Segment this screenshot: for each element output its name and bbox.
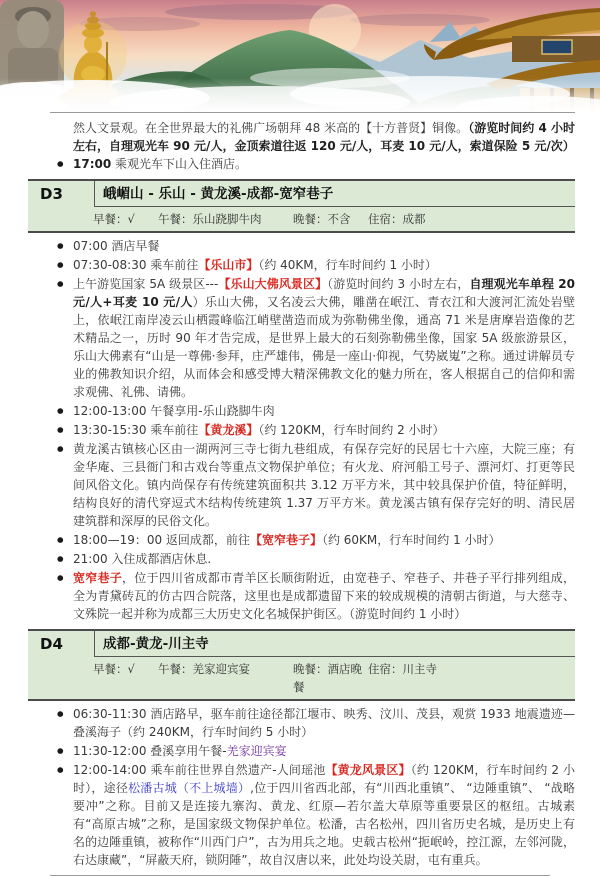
bullet-icon: ● (57, 241, 64, 250)
itinerary-item-text (73, 550, 575, 568)
itinerary-item (28, 440, 575, 530)
itinerary-item-text (73, 256, 575, 274)
bullet-icon: ● (57, 554, 64, 563)
meal-stay: 住宿：成都 (368, 212, 426, 226)
day-itinerary-list-d4 (28, 705, 575, 869)
mist-fade (0, 78, 600, 112)
text-segment: 乘观光车下山入住酒店。 (111, 157, 248, 171)
bullet-icon: ● (57, 573, 64, 582)
meal-lunch: 午餐：羌家迎宾宴 (158, 662, 250, 676)
text-segment: 11:30-12:00 叠溪享用午餐- (73, 744, 227, 758)
header-banner (0, 0, 600, 112)
itinerary-item-text (73, 569, 575, 623)
itinerary-item-text (73, 531, 575, 549)
itinerary-item (28, 742, 575, 760)
itinerary-item-text (73, 705, 575, 741)
itinerary-item (28, 569, 575, 623)
bullet-icon: ● (57, 425, 64, 434)
meal-lunch: 午餐：乐山跷脚牛肉 (158, 212, 262, 226)
text-segment: 上午游览国家 5A 级景区--- (73, 277, 219, 291)
text-segment: 【乐山市】 (198, 258, 259, 272)
day-title-row (28, 181, 575, 207)
text-segment: 17:00 (73, 157, 112, 171)
day-meals-row (28, 657, 575, 699)
bullet-icon: ● (57, 406, 64, 415)
itinerary-item-text (73, 761, 575, 869)
itinerary-item-text (73, 421, 575, 439)
itinerary-item-text (73, 275, 575, 401)
day-header-box-d3 (28, 179, 575, 233)
day-number: D4 (40, 635, 63, 653)
itinerary-item-text (73, 155, 575, 173)
day-itinerary-list-d3 (28, 237, 575, 623)
itinerary-item (28, 705, 575, 741)
text-segment: 12:00-13:00 午餐享用-乐山跷脚牛肉 (73, 404, 275, 418)
itinerary-content (0, 113, 600, 876)
text-segment: 宽窄巷子 (73, 571, 122, 585)
intro-paragraph (73, 119, 575, 155)
cloud-streak (350, 14, 490, 26)
meal-breakfast: 早餐：√ (93, 212, 135, 226)
bullet-icon: ● (57, 535, 64, 544)
day-title-row (28, 631, 575, 657)
itinerary-item (28, 421, 575, 439)
meal-dinner: 晚餐：不含 (293, 212, 351, 226)
text-segment: （约 120KM，行车时间约 2 小时），途径 (73, 763, 575, 795)
text-segment: 21:00 入住成都酒店休息. (73, 552, 212, 566)
text-segment: 12:00-14:00 乘车前往世界自然遗产-人间瑶池 (73, 763, 326, 777)
bullet-icon: ● (57, 279, 64, 288)
bullet-icon: ● (57, 159, 64, 168)
day-header-box-d4 (28, 629, 575, 701)
text-segment: 黄龙溪古镇核心区由一湖两河三寺七街九巷组成，有保存完好的民居七十六座，大院三座；有金华庵、三县衙门和古戏台等重点文物保护单位；有火龙、府河船工号子、漂河灯、打更等民间风俗文化。镇内尚保存有传统建筑面积共 3.12 万平方米，其中较具保护价值，特征鲜明，结构良好的清代穿逗式木结构传统建筑 1.37 万平方米。黄龙溪古镇有保存完好的明、清民居建筑群和深厚的民俗文化。 (73, 442, 575, 528)
text-segment: 【宽窄巷子】 (249, 533, 322, 547)
bullet-icon: ● (57, 746, 64, 755)
text-segment: 07:30-08:30 乘车前往 (73, 258, 199, 272)
text-segment: 【黄龙溪】 (198, 423, 259, 437)
text-segment: （约 120KM，行车时间约 2 小时） (258, 423, 445, 437)
text-segment: 18:00—19：00 返回成都，前往 (73, 533, 250, 547)
text-segment: 【乐山大佛风景区】 (218, 277, 328, 291)
day-title: 成都-黄龙-川主寺 (94, 631, 575, 657)
itinerary-item-text (73, 440, 575, 530)
bullet-icon: ● (57, 260, 64, 269)
bullet-icon: ● (57, 444, 64, 453)
meal-stay: 住宿：川主寺 (368, 662, 437, 676)
itinerary-item-text (73, 742, 575, 760)
itinerary-item (28, 402, 575, 420)
text-segment: 07:00 酒店早餐 (73, 239, 160, 253)
itinerary-item (28, 237, 575, 255)
day-number: D3 (40, 185, 63, 203)
text-segment: 羌家迎宾宴 (226, 744, 287, 758)
text-segment: （游览时间约 3 小时左右， (327, 277, 470, 291)
itinerary-item (28, 155, 575, 173)
text-segment: （约 60KM，行车时间约 1 小时） (321, 533, 501, 547)
header-banner-image (0, 0, 600, 112)
text-segment: 松潘古城（不上城墙） (128, 781, 251, 795)
text-segment: ）乐山大佛，又名凌云大佛，雕凿在岷江、青衣江和大渡河汇流处岩壁上，依岷江南岸凌云山栖霞峰临江峭壁凿造而成为弥勒佛坐像，通高 71 米是唐摩岩造像的艺术精品之一，历时 90 年才告完成，是世界上最大的石刻弥勒佛坐像，国家 5A 级旅游景区，乐山大佛素有“山是一尊佛·参拜，庄严雄伟，佛是一座山·仰视，气势崴嵬”之称。通过讲解员专业的佛教知识介绍，从而体会和感受博大精深佛教文化的魅力所在，客人根据自己的信仰和需求观佛、礼佛、请佛。 (73, 295, 575, 399)
text-segment: 13:30-15:30 乘车前往 (73, 423, 199, 437)
text-segment: （游览时间约 4 小时左右，自理观光车 90 元/人，金顶索道往返 120 元/人，耳麦 10 元/人，索道保险 5 元/次） (73, 121, 575, 153)
text-segment: ，位于四川省成都市青羊区长顺街附近，由宽巷子、窄巷子、井巷子平行排列组成，全为青黛砖瓦的仿古四合院落，这里也是成都遗留下来的较成规模的清朝古街道，与大慈寺、文殊院一起并称为成都三大历史文化名城保护街区。（游览时间约 1 小时） (73, 571, 575, 621)
text-segment: 自理观光车单程 20 元/人+耳麦 10 元/人 (73, 277, 575, 309)
bullet-icon: ● (57, 709, 64, 718)
meal-breakfast: 早餐：√ (93, 662, 135, 676)
intro-bullet-list (28, 155, 575, 173)
itinerary-item (28, 256, 575, 274)
text-segment: 然人文景观。在全世界最大的礼佛广场朝拜 48 米高的【十方普贤】铜像。 (73, 121, 469, 135)
bullet-icon: ● (57, 765, 64, 774)
itinerary-item (28, 761, 575, 869)
text-segment: 【黄龙风景区】 (325, 763, 411, 777)
itinerary-item (28, 531, 575, 549)
text-segment: （约 40KM，行车时间约 1 小时） (258, 258, 437, 272)
itinerary-item-text (73, 237, 575, 255)
text-segment: ,位于四川省西北部，有“川西北重镇”、 “边陲重镇”、 “战略要冲”之称。目前又是连接九寨沟、黄龙、红原—若尔盖大草原等重要景区的枢纽。古城素有“高原古城”之称，是国家级文物保护单位。松潘，古名松州，四川省历史名城，是历史上有名的边陲重镇，被称作“川西门户”，古为用兵之地。史载古松州“扼岷岭，控江源，左邻河陇，右达康藏”，“屏蔽天府，锁阴陲”，故自汉唐以来，此处均设关尉，屯有重兵。 (73, 781, 575, 867)
itinerary-item-text (73, 402, 575, 420)
text-segment: 06:30-11:30 酒店路早，驱车前往途径都江堰市、映秀、汶川、茂县，观赏 1933 地震遗迹—叠溪海子（约 240KM，行车时间约 5 小时） (73, 707, 575, 739)
day-title: 峨嵋山 - 乐山 - 黄龙溪-成都-宽窄巷子 (94, 181, 575, 207)
itinerary-item (28, 275, 575, 401)
itinerary-item (28, 550, 575, 568)
meal-dinner: 晚餐：酒店晚餐 (293, 662, 362, 694)
day-meals-row (28, 207, 575, 231)
